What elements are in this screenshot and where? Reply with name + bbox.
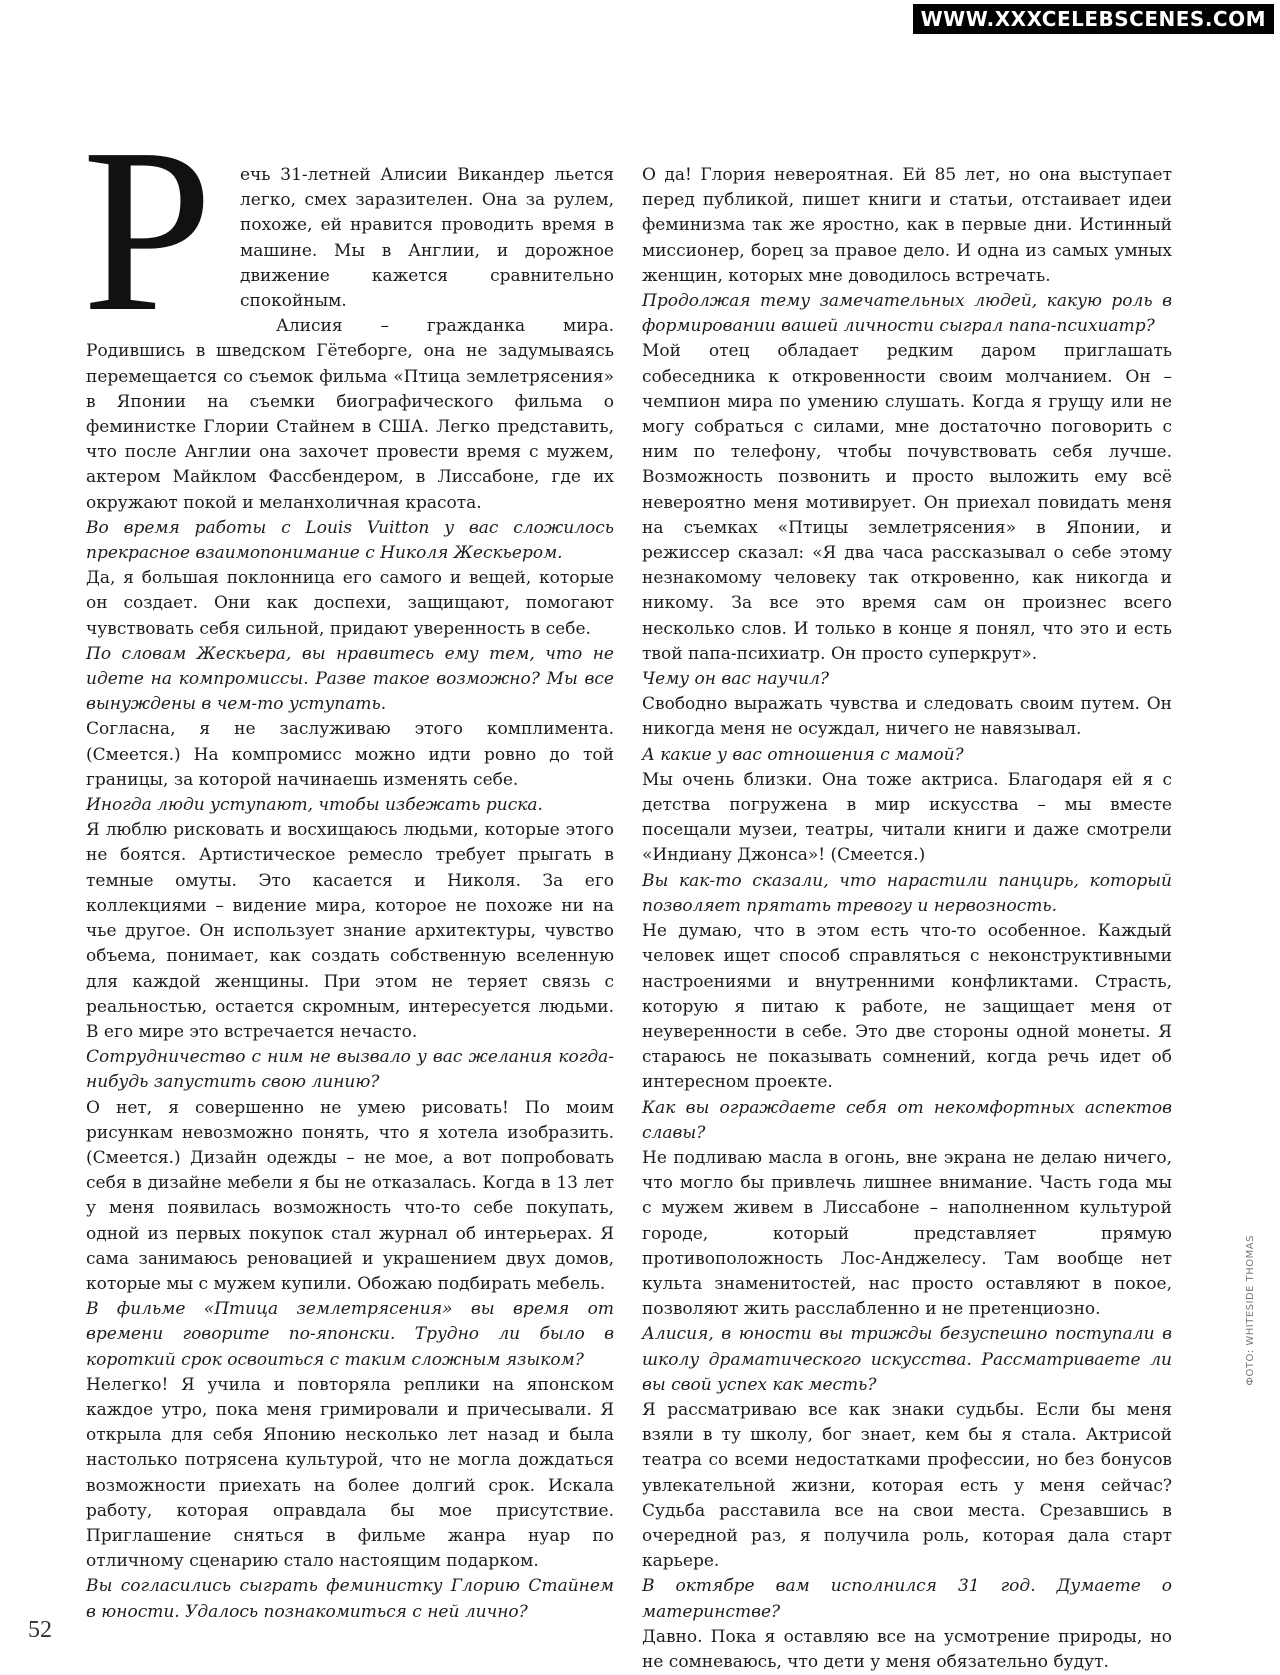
answer: Я рассматриваю все как знаки судьбы. Если бы меня взяли в ту школу, бог знает, кем бы я стала. Актрисой театра со всеми недостатками профессии, но без бонусов увлекательной жизни, которая есть у меня сейчас? Судьба расставила все на свои места. Срезавшись в очередной раз, я получила роль, которая дала старт карьере. <box>642 1399 1172 1572</box>
watermark: WWW.XXXCELEBSCENES.COM <box>913 4 1274 34</box>
answer: Согласна, я не заслуживаю этого комплимента. (Смеется.) На компромисс можно идти ровно до той границы, за которой начинаешь изменять себе. <box>86 719 614 790</box>
question: Вы как-то сказали, что нарастили панцирь, который позволяет прятать тревогу и нервозность. <box>642 870 1172 916</box>
answer: О да! Глория невероятная. Ей 85 лет, но она выступает перед публикой, пишет книги и статьи, отстаивает идеи феминизма так же яростно, как в первые дни. Истинный миссионер, борец за правое дело. И одна из самых умных женщин, которых мне доводилось встречать. <box>642 165 1172 286</box>
answer: Мой отец обладает редким даром приглашать собеседника к откровенности своим молчанием. Он – чемпион мира по умению слушать. Когда я грущу или не могу собраться с силами, мне достаточно поговорить с ним по телефону, чтобы почувствовать себя лучше. Возможность позвонить и просто выложить ему всё невероятно меня мотивирует. Он приехал повидать меня на съемках «Птицы землетрясения» в Японии, и режиссер сказал: «Я два часа рассказывал о себе этому незнакомому человеку так откровенно, как никогда и никому. За все это время сам он произнес всего несколько слов. И только в конце я понял, что это и есть твой папа-психиатр. Он просто суперкрут». <box>642 341 1172 664</box>
paragraph: Алисия – гражданка мира. Родившись в шведском Гётеборге, она не задумываясь перемещается со съемок фильма «Птица землетрясения» в Японии на съемки биографического фильма о феминистке Глории Стайнем в США. Легко представить, что после Англии она захочет провести время с мужем, актером Майклом Фассбендером, в Лиссабоне, где их окружают покой и меланхоличная красота. <box>86 316 614 513</box>
answer: Нелегко! Я учила и повторяла реплики на японском каждое утро, пока меня гримировали и причесывали. Я открыла для себя Японию несколько лет назад и была настолько потрясена культурой, что не могла дождаться возможности приехать на более долгий срок. Искала работу, которая оправдала бы мое присутствие. Приглашение сняться в фильме жанра нуар по отличному сценарию стало настоящим подарком. <box>86 1374 614 1572</box>
answer: Да, я большая поклонница его самого и вещей, которые он создает. Они как доспехи, защищают, помогают чувствовать себя сильной, придают уверенность в себе. <box>86 568 614 639</box>
question: По словам Жескьера, вы нравитесь ему тем, что не идете на компромиссы. Разве такое возможно? Мы все вынуждены в чем-то уступать. <box>86 643 614 715</box>
question: Сотрудничество с ним не вызвало у вас желания когда-нибудь запустить свою линию? <box>86 1047 614 1093</box>
answer: Мы очень близки. Она тоже актриса. Благодаря ей я с детства погружена в мир искусства – мы вместе посещали музеи, театры, читали книги и даже смотрели «Индиану Джонса»! (Смеется.) <box>642 769 1172 866</box>
question: В фильме «Птица землетрясения» вы время от времени говорите по-японски. Трудно ли было в короткий срок освоиться с таким сложным языком? <box>86 1299 614 1370</box>
question: А какие у вас отношения с мамой? <box>642 744 964 765</box>
drop-cap: Р <box>82 100 213 360</box>
lead-paragraph: ечь 31-летней Алисии Викандер льется легко, смех заразителен. Она за рулем, похоже, ей нравится проводить время в машине. Мы в Англии, и дорожное движение кажется сравнительно спокойным. <box>240 165 614 312</box>
article-column-right <box>642 163 1172 1675</box>
answer: Свободно выражать чувства и следовать своим путем. Он никогда меня не осуждал, ничего не навязывал. <box>642 694 1172 740</box>
answer: Не подливаю масла в огонь, вне экрана не делаю ничего, что могло бы привлечь лишнее внимание. Часть года мы с мужем живем в Лиссабоне – наполненном культурой городе, который представляет прямую противоположность Лос-Анджелесу. Там вообще нет культа знаменитостей, нас просто оставляют в покое, позволяют жить расслабленно и не претенциозно. <box>642 1147 1172 1320</box>
question: Алисия, в юности вы трижды безуспешно поступали в школу драматического искусства. Рассматриваете ли вы свой успех как месть? <box>642 1324 1172 1395</box>
question: Вы согласились сыграть феминистку Глорию Стайнем в юности. Удалось познакомиться с ней лично? <box>86 1576 614 1622</box>
article-column-left <box>82 100 614 1625</box>
article-lead <box>82 100 614 360</box>
answer: Не думаю, что в этом есть что-то особенное. Каждый человек ищет способ справляться с неконструктивными настроениями и внутренними конфликтами. Страсть, которую я питаю к работе, не защищает меня от неуверенности в себе. Это две стороны одной монеты. Я стараюсь не показывать сомнений, когда речь идет об интересном проекте. <box>642 921 1172 1093</box>
answer: Я люблю рисковать и восхищаюсь людьми, которые этого не боятся. Артистическое ремесло требует прыгать в темные омуты. Это касается и Николя. За его коллекциями – видение мира, которое не похоже ни на чье другое. Он использует знание архитектуры, чувство объема, понимает, как создать собственную вселенную для каждой женщины. При этом не теряет связь с реальностью, остается скромным, интересуется людьми. В его мире это встречается нечасто. <box>86 820 614 1042</box>
question: Иногда люди уступают, чтобы избежать риска. <box>86 795 543 816</box>
answer: Давно. Пока я оставляю все на усмотрение природы, но не сомневаюсь, что дети у меня обязательно будут. <box>642 1626 1172 1672</box>
answer: О нет, я совершенно не умею рисовать! По моим рисункам невозможно понять, что я хотела изобразить. (Смеется.) Дизайн одежды – не мое, а вот попробовать себя в дизайне мебели я бы не отказалась. Когда в 13 лет у меня появилась возможность что-то себе покупать, одной из первых покупок стал журнал об интерьерах. Я сама занимаюсь реновацией и украшением двух домов, которые мы с мужем купили. Обожаю подбирать мебель. <box>86 1097 614 1294</box>
question: Как вы ограждаете себя от некомфортных аспектов славы? <box>642 1097 1172 1143</box>
question: Продолжая тему замечательных людей, какую роль в формировании вашей личности сыграл папа-психиатр? <box>642 291 1172 337</box>
question: Во время работы с Louis Vuitton у вас сложилось прекрасное взаимопонимание с Николя Жескьером. <box>86 517 614 564</box>
photo-credit: ФОТО: WHITESIDE THOMAS <box>1245 1235 1256 1386</box>
page-number: 52 <box>28 1617 52 1643</box>
question: Чему он вас научил? <box>642 669 830 690</box>
question: В октябре вам исполнился 31 год. Думаете о материнстве? <box>642 1576 1172 1622</box>
